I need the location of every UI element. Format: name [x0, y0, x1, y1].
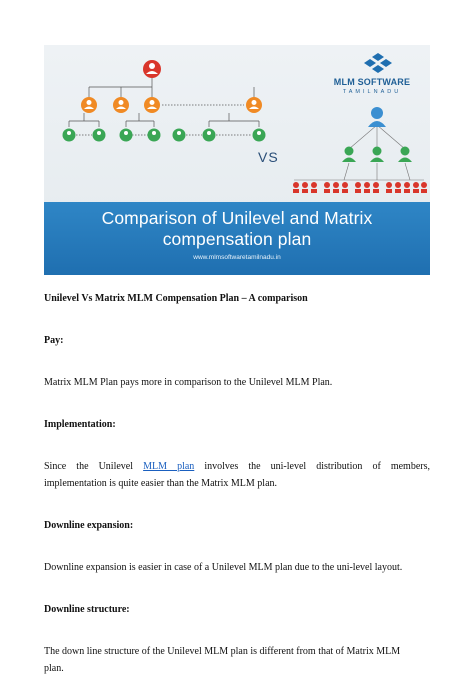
unilevel-root-node: [143, 60, 161, 78]
banner-url: www.mlmsoftwaretamilnadu.in: [193, 254, 281, 261]
pay-text: Matrix MLM Plan pays more in comparison to the Unilevel MLM Plan.: [44, 377, 333, 388]
logo-name: MLM SOFTWARE: [333, 77, 411, 87]
matrix-bottom-nodes: [293, 182, 427, 193]
vs-label: VS: [258, 149, 279, 165]
downline-expansion-heading: Downline expansion:: [44, 520, 134, 531]
banner-image: [44, 45, 430, 275]
implementation-text: [44, 458, 430, 492]
matrix-root-node: [368, 107, 386, 127]
pay-heading: Pay:: [44, 335, 64, 346]
downline-structure-line-2: plan.: [44, 663, 64, 674]
implementation-heading: Implementation:: [44, 419, 116, 430]
banner-title-line-2: compensation plan: [162, 229, 312, 249]
company-logo: [326, 53, 418, 103]
banner-title-line-1: Comparison of Unilevel and Matrix: [101, 208, 373, 228]
downline-structure-text: [44, 643, 430, 677]
downline-structure-heading: Downline structure:: [44, 604, 130, 615]
banner-footer: [44, 202, 430, 275]
mlm-plan-link[interactable]: MLM plan: [143, 461, 195, 472]
banner-title: [44, 208, 430, 250]
logo-subtitle: TAMILNADU: [342, 89, 402, 95]
implementation-text-after-link: involves the uni-level distribution of members,: [194, 461, 431, 472]
implementation-text-before-link: Since the Unilevel: [44, 461, 144, 472]
implementation-line-1: [44, 458, 430, 475]
implementation-line-2: implementation is quite easier than the Matrix MLM plan.: [44, 478, 278, 489]
downline-expansion-text: Downline expansion is easier in case of a Unilevel MLM plan due to the uni-level layout.: [44, 562, 403, 573]
document-title: Unilevel Vs Matrix MLM Compensation Plan – A comparison: [44, 293, 308, 304]
downline-structure-line-1: The down line structure of the Unilevel MLM plan is different from that of Matrix MLM: [44, 646, 401, 657]
